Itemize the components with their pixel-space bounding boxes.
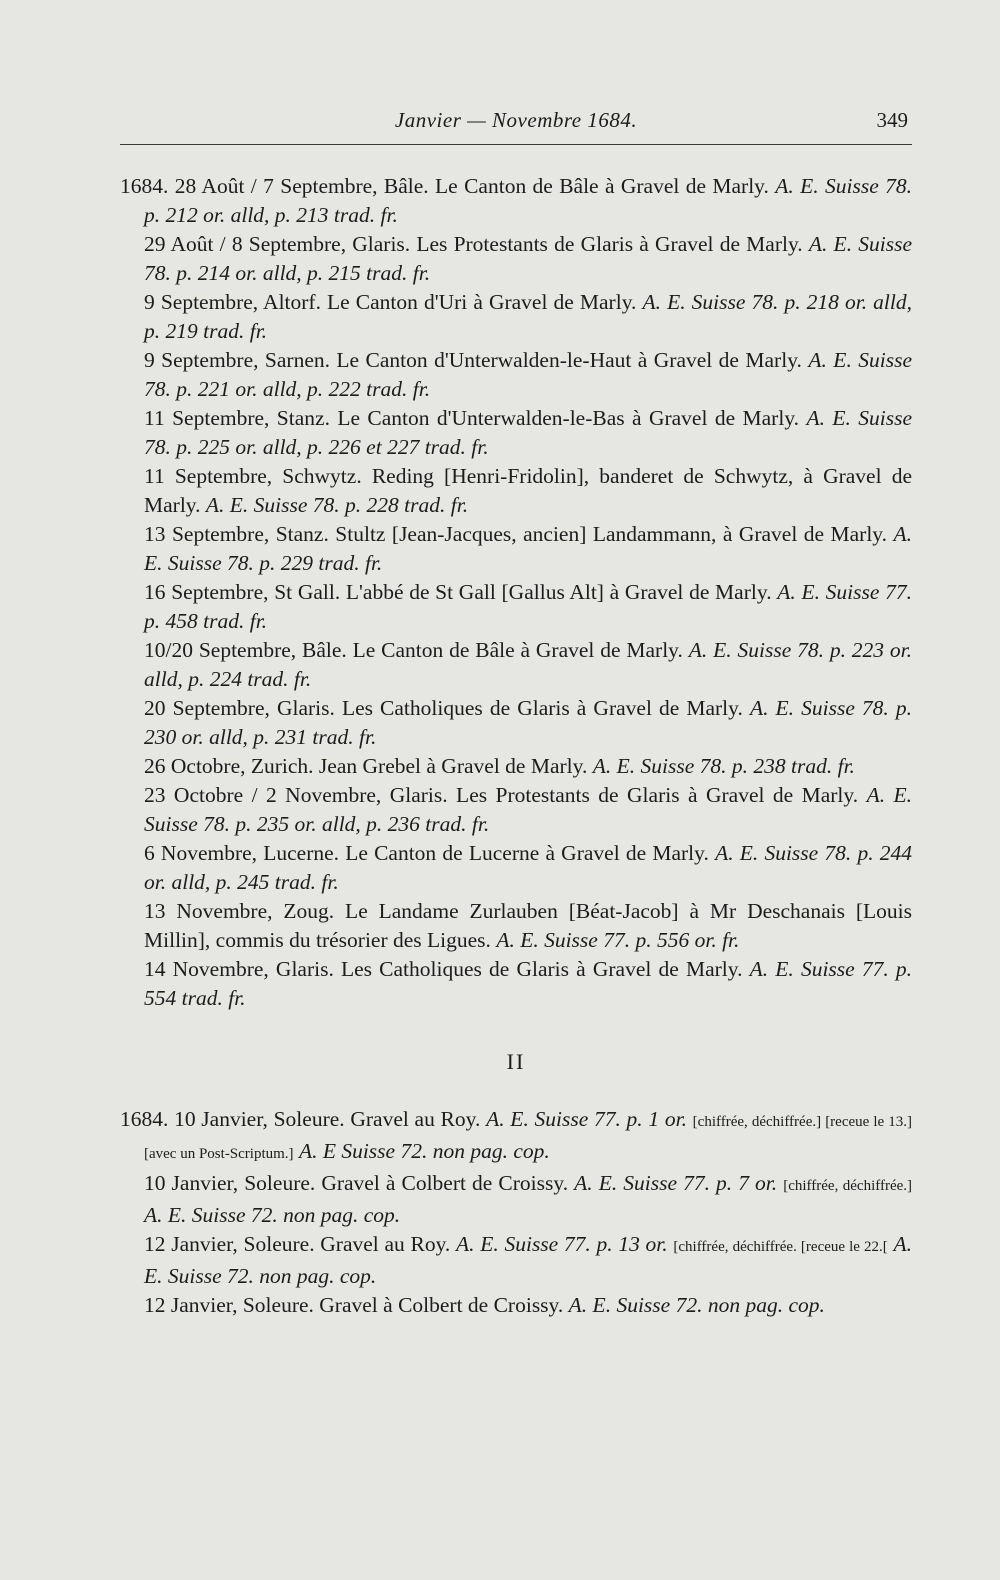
- list-item: [120, 1105, 912, 1169]
- entry-text: 12 Janvier, Soleure. Gravel à Colbert de Croissy.: [144, 1293, 564, 1317]
- section-heading: II: [506, 1049, 526, 1074]
- page-header: [120, 104, 912, 145]
- entry-citation: A. E. Suisse 78. p. 244 or. alld, p. 245 trad. fr.: [144, 841, 913, 894]
- entry-text: 10 Janvier, Soleure. Gravel au Roy.: [174, 1107, 481, 1131]
- list-item: [120, 955, 912, 1013]
- section-letters-sent: [120, 1105, 912, 1320]
- entry-citation: A. E. Suisse 78. p. 235 or. alld, p. 236 trad. fr.: [144, 783, 913, 836]
- entry-citation: A. E. Suisse 78. p. 212 or. alld, p. 213 trad. fr.: [144, 174, 913, 227]
- list-item: [120, 172, 912, 230]
- entry-text: 10 Janvier, Soleure. Gravel à Colbert de Croissy.: [144, 1171, 569, 1195]
- entry-citation: A. E. Suisse 78. p. 214 or. alld, p. 215 trad. fr.: [144, 232, 912, 285]
- entry-citation: A. E. Suisse 77. p. 13 or.: [456, 1232, 668, 1256]
- page-body: [120, 172, 912, 1320]
- entry-citation: A. E. Suisse 78. p. 228 trad. fr.: [205, 493, 469, 517]
- entry-text: 12 Janvier, Soleure. Gravel au Roy.: [144, 1232, 451, 1256]
- entry-text: 6 Novembre, Lucerne. Le Canton de Lucerne à Gravel de Marly.: [144, 841, 709, 865]
- entry-text: 26 Octobre, Zurich. Jean Grebel à Gravel de Marly.: [144, 754, 588, 778]
- list-item: [120, 781, 912, 839]
- list-item: [120, 404, 912, 462]
- entry-citation: A. E. Suisse 77. p. 554 trad. fr.: [144, 957, 913, 1010]
- section-letters-received: [120, 172, 912, 1013]
- entry-text: 9 Septembre, Sarnen. Le Canton d'Unterwalden-le-Haut à Gravel de Marly.: [144, 348, 802, 372]
- entry-text: 11 Septembre, Schwytz. Reding [Henri-Fridolin], banderet de Schwytz, à Gravel de Marly.: [144, 464, 912, 517]
- entry-citation: A. E. Suisse 78. p. 238 trad. fr.: [592, 754, 855, 778]
- list-item: [120, 752, 912, 781]
- entry-note: [chiffrée, déchiffrée.] [receue le 13.] [avec un Post-Scriptum.]: [144, 1114, 913, 1162]
- entry-citation: A. E. Suisse 77. p. 556 or. fr.: [496, 928, 740, 952]
- list-item: [120, 636, 912, 694]
- entry-citation: A. E. Suisse 78. p. 223 or. alld, p. 224 trad. fr.: [144, 638, 913, 691]
- entry-text: 29 Août / 8 Septembre, Glaris. Les Protestants de Glaris à Gravel de Marly.: [144, 232, 803, 256]
- entry-citation-copy: A. E. Suisse 72. non pag. cop.: [144, 1232, 913, 1288]
- entry-text: 28 Août / 7 Septembre, Bâle. Le Canton de Bâle à Gravel de Marly.: [174, 174, 769, 198]
- entry-citation: A. E. Suisse 78. p. 230 or. alld, p. 231 trad. fr.: [144, 696, 912, 749]
- entry-text: 23 Octobre / 2 Novembre, Glaris. Les Protestants de Glaris à Gravel de Marly.: [144, 783, 859, 807]
- entry-citation: A. E. Suisse 72. non pag. cop.: [568, 1293, 825, 1317]
- running-title: Janvier — Novembre 1684.: [394, 108, 638, 132]
- entry-text: 13 Septembre, Stanz. Stultz [Jean-Jacques, ancien] Landammann, à Gravel de Marly.: [144, 522, 888, 546]
- entry-citation-copy: A. E. Suisse 72. non pag. cop.: [144, 1203, 401, 1227]
- list-item: [120, 520, 912, 578]
- list-item: [120, 288, 912, 346]
- entry-text: 10/20 Septembre, Bâle. Le Canton de Bâle à Gravel de Marly.: [144, 638, 683, 662]
- list-item: [120, 346, 912, 404]
- entry-text: 13 Novembre, Zoug. Le Landame Zurlauben [Béat-Jacob] à Mr Deschanais [Louis Millin], commis du trésorier des Ligues.: [144, 899, 912, 952]
- entry-text: 20 Septembre, Glaris. Les Catholiques de Glaris à Gravel de Marly.: [144, 696, 743, 720]
- list-item: [120, 839, 912, 897]
- entry-text: 9 Septembre, Altorf. Le Canton d'Uri à Gravel de Marly.: [144, 290, 637, 314]
- list-item: [120, 230, 912, 288]
- list-item: [120, 1230, 912, 1291]
- list-item: [120, 1291, 912, 1320]
- entry-year: 1684.: [120, 174, 169, 198]
- page-number: 349: [876, 108, 908, 132]
- entry-citation: A. E. Suisse 78. p. 218 or. alld, p. 219 trad. fr.: [144, 290, 912, 343]
- list-item: [120, 1169, 912, 1230]
- entry-citation: A. E. Suisse 78. p. 229 trad. fr.: [144, 522, 912, 575]
- entry-citation: A. E. Suisse 77. p. 7 or.: [574, 1171, 778, 1195]
- list-item: [120, 462, 912, 520]
- entry-citation: A. E. Suisse 77. p. 1 or.: [486, 1107, 687, 1131]
- entry-note: [chiffrée, déchiffrée.]: [783, 1178, 913, 1194]
- list-item: [120, 694, 912, 752]
- entry-text: 14 Novembre, Glaris. Les Catholiques de Glaris à Gravel de Marly.: [144, 957, 743, 981]
- entry-citation: A. E. Suisse 78. p. 225 or. alld, p. 226 et 227 trad. fr.: [144, 406, 912, 459]
- entry-text: 16 Septembre, St Gall. L'abbé de St Gall [Gallus Alt] à Gravel de Marly.: [144, 580, 772, 604]
- list-item: [120, 897, 912, 955]
- entry-text: 11 Septembre, Stanz. Le Canton d'Unterwalden-le-Bas à Gravel de Marly.: [144, 406, 800, 430]
- entry-citation: A. E. Suisse 78. p. 221 or. alld, p. 222 trad. fr.: [144, 348, 912, 401]
- entry-note: [chiffrée, déchiffrée. [receue le 22.[: [673, 1239, 888, 1255]
- entry-citation: A. E. Suisse 77. p. 458 trad. fr.: [144, 580, 913, 633]
- entry-year: 1684.: [120, 1107, 169, 1131]
- entry-citation-copy: A. E Suisse 72. non pag. cop.: [298, 1139, 550, 1163]
- list-item: [120, 578, 912, 636]
